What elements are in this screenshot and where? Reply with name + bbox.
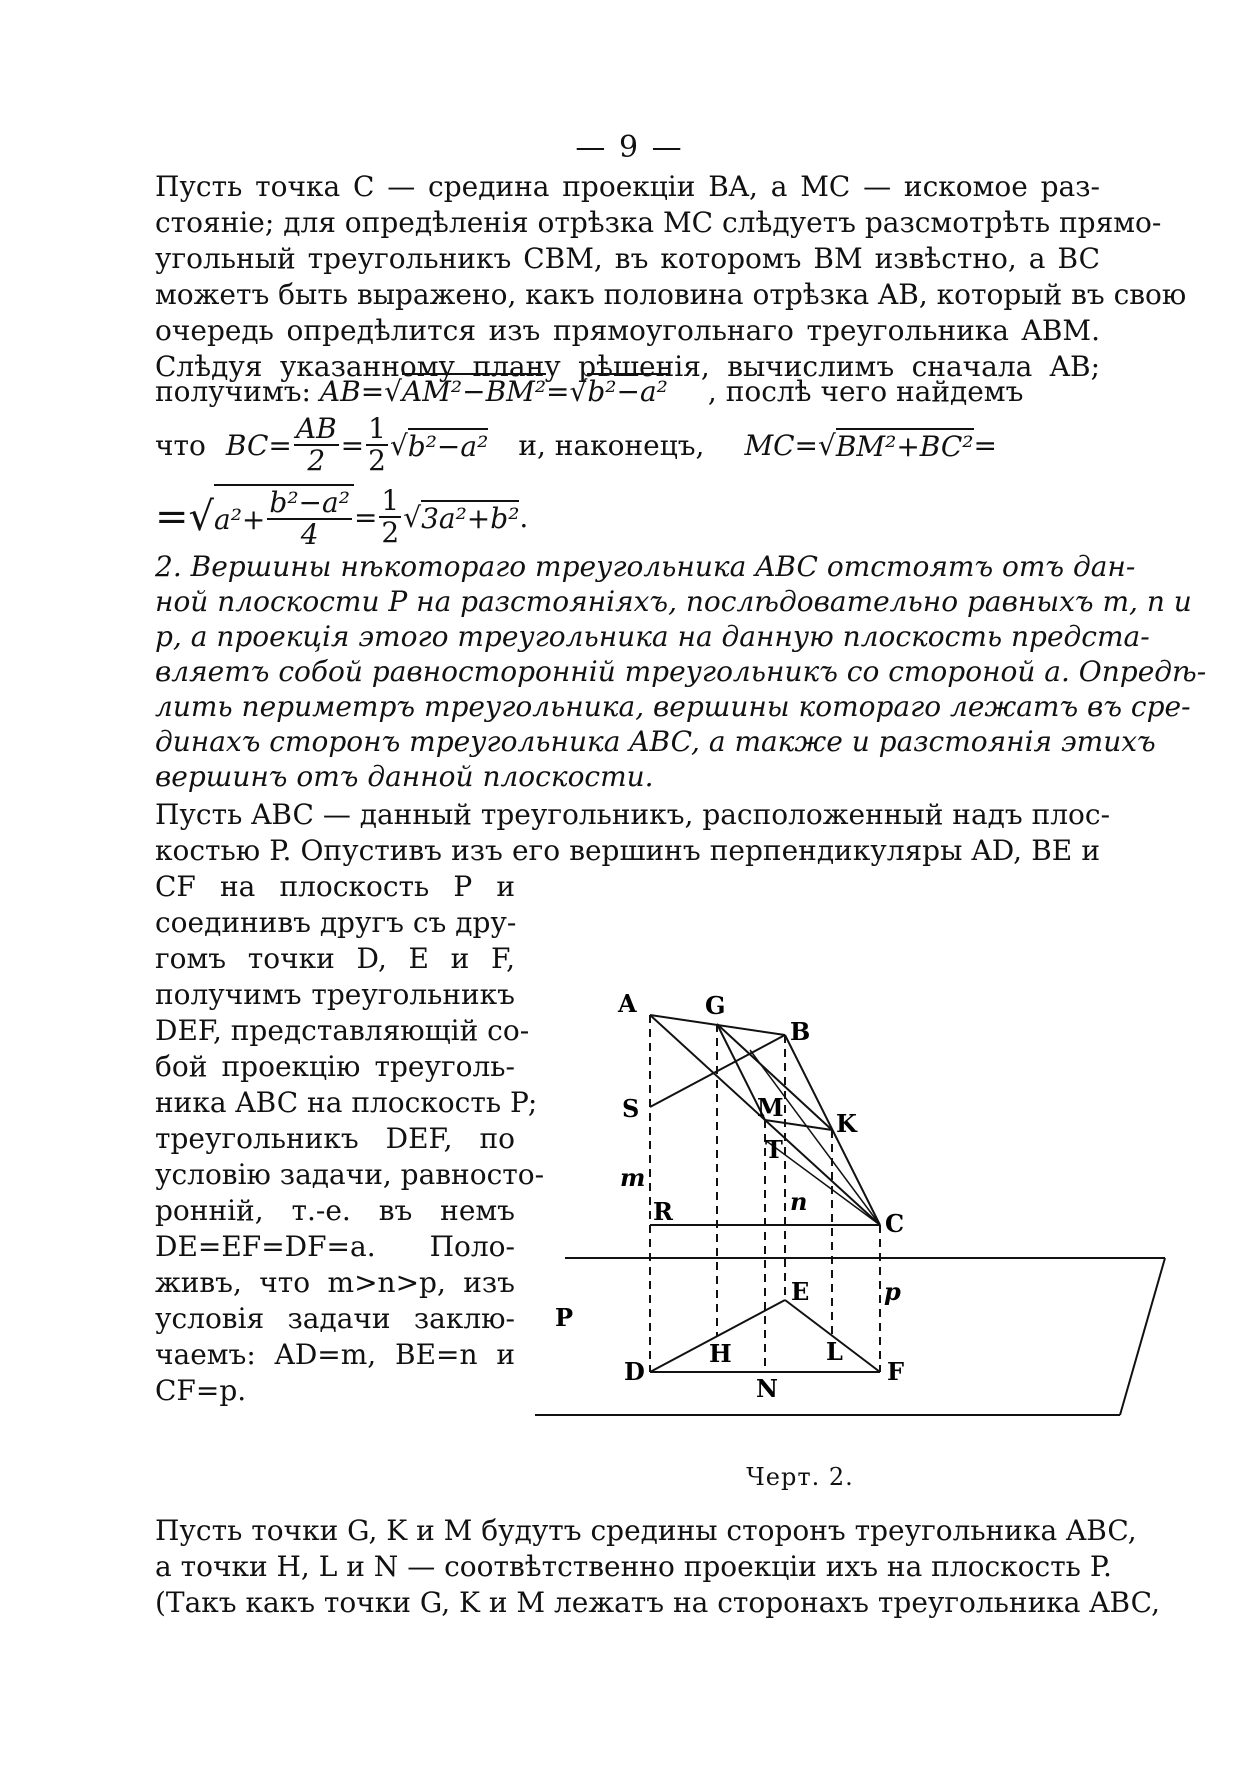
problem-line-4: вляетъ собой равносторонній треугольникъ со стороной a. Опредѣ- <box>155 655 1207 688</box>
side-line-6: бой проекцію треуголь- <box>155 1050 515 1083</box>
problem-line-5: лить периметръ треугольника, вершины котораго лежатъ въ сре- <box>155 690 1191 723</box>
problem-line-7: вершинъ отъ данной плоскости. <box>155 760 654 793</box>
label-a: A <box>618 989 637 1018</box>
final-a-term: a²+ <box>214 502 266 536</box>
label-f: F <box>887 1357 905 1386</box>
side-line-10: ронній, т.-е. въ немъ <box>155 1194 515 1227</box>
problem-line-6: динахъ сторонъ треугольника ABC, а также и разстоянія этихъ <box>155 725 1156 758</box>
para1-line-7-start: получимъ: <box>155 375 320 408</box>
para1-line-4: можетъ быть выражено, какъ половина отрѣзка AB, который въ свою <box>155 278 1187 311</box>
mc-lhs: MC=√ <box>744 428 836 462</box>
para3-line-1: Пусть точки G, K и M будутъ средины сторонъ треугольника ABC, <box>155 1514 1137 1547</box>
side-line-13: условія задачи заклю- <box>155 1302 515 1335</box>
para2-line-2: костью P. Опустивъ изъ его вершинъ перпендикуляры AD, BE и <box>155 834 1100 867</box>
side-line-9: условію задачи, равносто- <box>155 1158 545 1191</box>
bc-fraction-denominator: 2 <box>307 444 326 477</box>
label-m: M <box>757 1093 784 1122</box>
final-fraction-denominator: 4 <box>300 518 319 551</box>
label-n-distance: n <box>790 1187 808 1216</box>
bc-fraction-numerator: AB <box>295 412 337 445</box>
mc-radicand: BM²+BC² <box>835 429 974 463</box>
final-dot: . <box>519 500 529 534</box>
page-number: — 9 — <box>575 130 684 165</box>
final-equals: = <box>353 500 378 534</box>
para3-line-2: а точки H, L и N — соотвѣтственно проекціи ихъ на плоскость P. <box>155 1550 1112 1583</box>
para1-line-8-end: и, наконецъ, <box>518 428 705 462</box>
side-line-1: CF на плоскость P и <box>155 870 515 903</box>
para1-line-1: Пусть точка C — средина проекціи BA, а MC — искомое раз- <box>155 170 1100 203</box>
side-line-11: DE=EF=DF=a. Поло- <box>155 1230 515 1263</box>
ab-radicand-1: AM²−BM² <box>402 375 547 408</box>
para3-line-3: (Такъ какъ точки G, K и M лежатъ на сторонахъ треугольника ABC, <box>155 1586 1160 1619</box>
para1-line-7-end: , послѣ чего найдемъ <box>707 375 1024 408</box>
label-l: L <box>826 1337 843 1366</box>
label-b: B <box>790 1017 811 1046</box>
label-g: G <box>705 991 726 1020</box>
side-line-3: гомъ точки D, E и F, <box>155 942 515 975</box>
bc-fraction <box>294 414 339 476</box>
plane-right-edge <box>1120 1258 1165 1415</box>
problem-line-3: p, а проекція этого треугольника на данную плоскость предста- <box>155 620 1150 653</box>
final-fraction-numerator: b²−a² <box>269 486 350 519</box>
figure-caption: Черт. 2. <box>746 1463 854 1491</box>
side-line-14: чаемъ: AD=m, BE=n и <box>155 1338 515 1371</box>
para1-line-8-start: что <box>155 428 206 462</box>
bc-lhs: BC= <box>225 428 292 462</box>
ab-formula-line <box>155 370 1100 414</box>
bc-equals: = <box>340 428 365 462</box>
label-m-distance: m <box>620 1163 646 1192</box>
side-line-2: соединивъ другъ съ дру- <box>155 906 517 939</box>
label-plane-p: P <box>555 1303 574 1332</box>
ab-lhs: AB=√ <box>319 375 402 408</box>
label-r: R <box>653 1197 673 1226</box>
problem-line-2: ной плоскости P на разстояніяхъ, послѣдовательно равныхъ m, n и <box>155 585 1192 618</box>
label-d: D <box>624 1357 645 1386</box>
label-n: N <box>756 1374 778 1403</box>
ab-radicand-2: b²−a² <box>587 375 668 408</box>
final-root: √ <box>403 500 422 534</box>
label-e: E <box>791 1277 810 1306</box>
para2-line-1: Пусть ABC — данный треугольникъ, расположенный надъ плос- <box>155 798 1111 831</box>
label-t: T <box>765 1135 783 1164</box>
para1-line-5: очередь опредѣлится изъ прямоугольнаго треугольника ABM. <box>155 314 1100 347</box>
bc-root: √ <box>389 428 408 462</box>
label-s: S <box>622 1094 640 1123</box>
bc-formula-line <box>155 410 1100 480</box>
label-h: H <box>709 1339 732 1368</box>
ab-mid: =√ <box>546 375 588 408</box>
side-line-15: CF=p. <box>155 1374 247 1407</box>
bc-half-denominator: 2 <box>368 444 386 477</box>
final-half-denominator: 2 <box>381 516 400 549</box>
side-line-4: получимъ треугольникъ <box>155 978 515 1011</box>
geometry-figure <box>540 989 1120 1470</box>
para1-line-6: Слѣдуя указанному плану рѣшенія, вычислимъ сначала AB; <box>155 350 1100 383</box>
label-k: K <box>836 1109 857 1138</box>
final-big-radicand <box>214 484 354 550</box>
bc-half-numerator: 1 <box>368 412 386 445</box>
side-line-5: DEF, представляющій со- <box>155 1014 530 1047</box>
final-half-numerator: 1 <box>381 484 400 517</box>
final-equals-root: =√ <box>155 494 215 540</box>
final-formula-line <box>155 482 1100 552</box>
bc-radicand: b²−a² <box>407 429 489 463</box>
para1-line-2: стояніе; для опредѣленія отрѣзка MC слѣдуетъ разсмотрѣть прямо- <box>155 206 1162 239</box>
label-p-distance: p <box>884 1277 901 1306</box>
para1-line-3: угольный треугольникъ CBM, въ которомъ BM извѣстно, а BC <box>155 242 1100 275</box>
side-line-12: живъ, что m>n>p, изъ <box>155 1266 515 1299</box>
final-fraction <box>267 488 352 550</box>
side-line-8: треугольникъ DEF, по <box>155 1122 515 1155</box>
mc-equals: = <box>973 428 998 462</box>
label-c: C <box>885 1209 905 1238</box>
final-half <box>379 486 401 548</box>
final-radicand: 3a²+b² <box>421 501 520 535</box>
problem-line-1: 2. Вершины нѣкотораго треугольника ABC отстоятъ отъ дан- <box>155 550 1136 583</box>
side-line-7: ника ABC на плоскость P; <box>155 1086 538 1119</box>
bc-half <box>366 414 388 476</box>
